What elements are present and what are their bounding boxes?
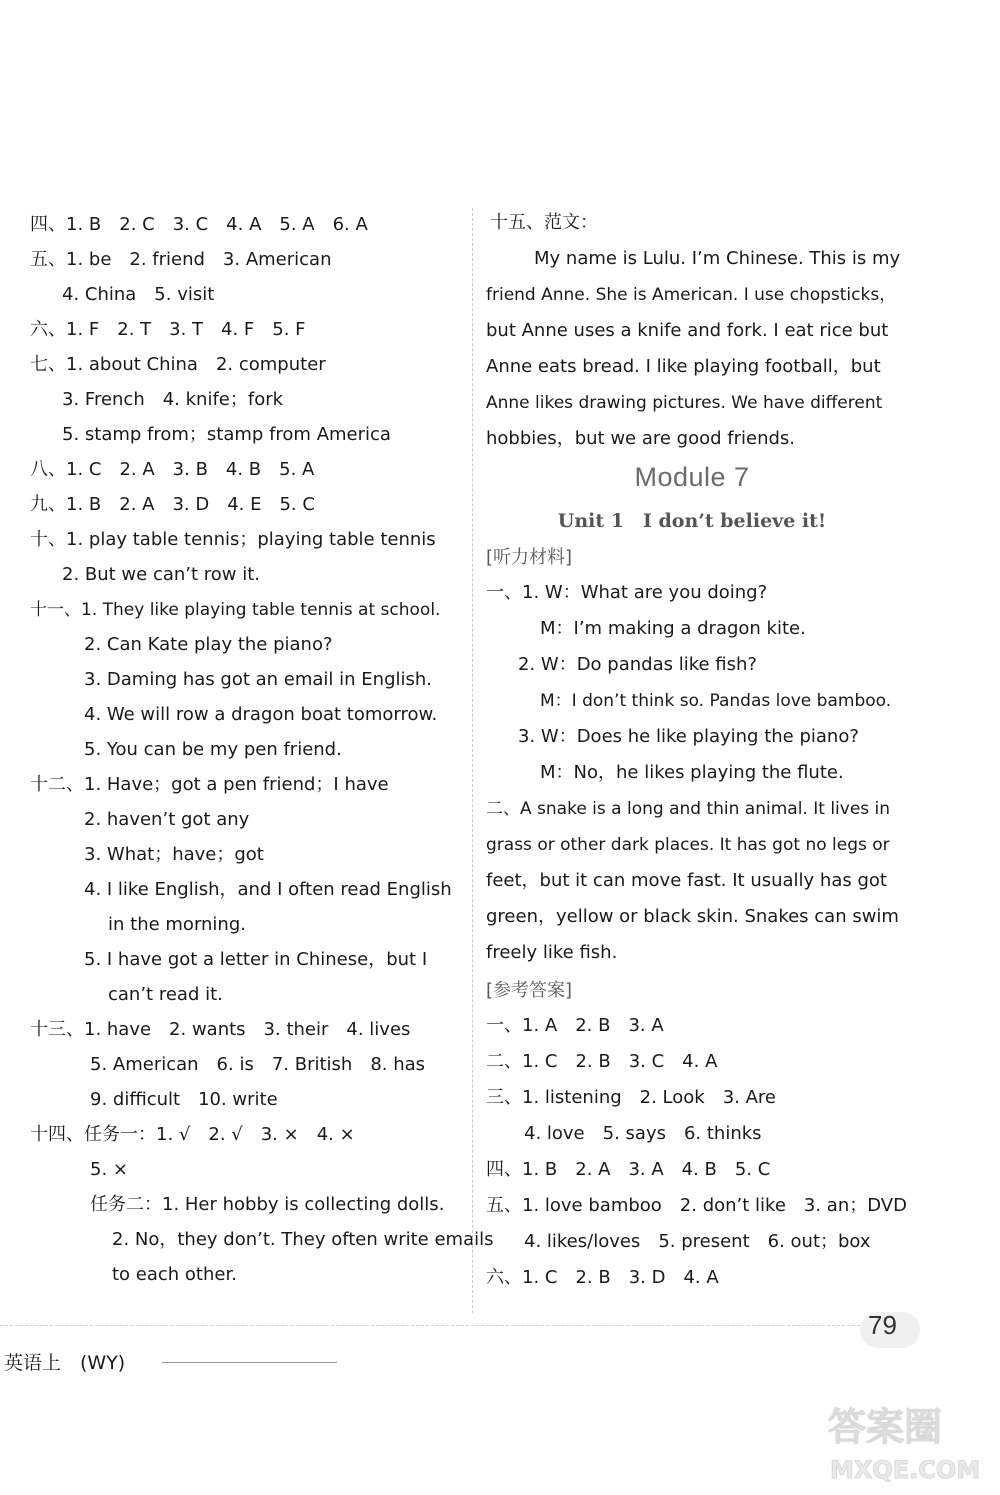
right-line: green，yellow or black skin. Snakes can swim [486, 906, 899, 927]
right-line: M：I’m making a dragon kite. [540, 618, 806, 639]
right-line: 十五、范文： [490, 212, 598, 233]
right-line: friend Anne. She is American. I use chopsticks， [486, 285, 897, 305]
right-line: freely like fish. [486, 942, 618, 963]
left-line: can’t read it. [108, 984, 223, 1005]
right-line: My name is Lulu. I’m Chinese. This is my [534, 248, 901, 269]
left-line: 5. You can be my pen friend. [84, 739, 342, 760]
right-line: Anne eats bread. I like playing football，but [486, 356, 881, 377]
right-line: 二、1. C 2. B 3. C 4. A [486, 1051, 718, 1072]
left-line: 十三、1. have 2. wants 3. their 4. lives [30, 1019, 411, 1040]
right-line: but Anne uses a knife and fork. I eat rice but [486, 320, 889, 341]
right-line: grass or other dark places. It has got no legs or [486, 835, 890, 855]
right-line: 六、1. C 2. B 3. D 4. A [486, 1267, 719, 1288]
left-line: to each other. [112, 1264, 237, 1285]
right-line: 四、1. B 2. A 3. A 4. B 5. C [486, 1159, 771, 1180]
left-line: 5. stamp from；stamp from America [62, 424, 391, 445]
left-line: 七、1. about China 2. computer [30, 354, 326, 375]
left-line: 五、1. be 2. friend 3. American [30, 249, 332, 270]
right-line: M：I don’t think so. Pandas love bamboo. [540, 691, 892, 711]
watermark-text: 答案圈 [828, 1405, 943, 1449]
left-line: 4. We will row a dragon boat tomorrow. [84, 704, 438, 725]
right-line: 一、1. A 2. B 3. A [486, 1015, 664, 1036]
left-line: 5. American 6. is 7. British 8. has [90, 1054, 426, 1075]
left-line: 四、1. B 2. C 3. C 4. A 5. A 6. A [30, 214, 368, 235]
left-line: 十、1. play table tennis；playing table tennis [30, 529, 436, 550]
section-label-answers: [参考答案] [486, 980, 573, 1001]
right-line: hobbies，but we are good friends. [486, 428, 796, 449]
left-line: 5. I have got a letter in Chinese，but I [84, 949, 428, 970]
left-line: in the morning. [108, 914, 246, 935]
left-line: 八、1. C 2. A 3. B 4. B 5. A [30, 459, 315, 480]
left-line: 3. What；have；got [84, 844, 264, 865]
left-line: 3. French 4. knife；fork [62, 389, 284, 410]
left-line: 六、1. F 2. T 3. T 4. F 5. F [30, 319, 306, 340]
left-line: 2. No，they don’t. They often write emails [112, 1229, 494, 1250]
left-line: 9. difficult 10. write [90, 1089, 278, 1110]
right-line: 3. W：Does he like playing the piano? [518, 726, 859, 747]
right-line: 一、1. W：What are you doing? [486, 582, 768, 603]
left-line: 4. China 5. visit [62, 284, 215, 305]
unit-title: Unit 1 I don’t believe it! [557, 510, 827, 532]
footer-rule [162, 1362, 337, 1363]
left-line: 十一、1. They like playing table tennis at school. [30, 600, 441, 620]
left-line: 4. I like English，and I often read English [84, 879, 452, 900]
right-line: 4. love 5. says 6. thinks [524, 1123, 762, 1144]
right-column [472, 0, 912, 1320]
page-number: 79 [868, 1310, 897, 1340]
left-line: 十二、1. Have；got a pen friend；I have [30, 774, 389, 795]
left-column [0, 0, 494, 1320]
left-line: 九、1. B 2. A 3. D 4. E 5. C [30, 494, 315, 515]
right-line: 五、1. love bamboo 2. don’t like 3. an；DVD [486, 1195, 907, 1216]
left-line: 2. haven’t got any [84, 809, 250, 830]
right-line: 三、1. listening 2. Look 3. Are [486, 1087, 776, 1108]
right-line: 二、A snake is a long and thin animal. It lives in [486, 799, 891, 819]
watermark-url: MXQE.COM [830, 1456, 981, 1484]
left-line: 3. Daming has got an email in English. [84, 669, 433, 690]
right-line: 4. likes/loves 5. present 6. out；box [524, 1231, 871, 1252]
right-line: feet，but it can move fast. It usually has got [486, 870, 887, 891]
right-line: 2. W：Do pandas like fish? [518, 654, 757, 675]
left-line: 2. But we can’t row it. [62, 564, 261, 585]
right-line: Anne likes drawing pictures. We have different [486, 393, 883, 413]
section-label-listening: [听力材料] [486, 547, 573, 568]
left-line: 2. Can Kate play the piano? [84, 634, 333, 655]
left-line: 十四、任务一：1. √ 2. √ 3. × 4. × [30, 1124, 355, 1145]
left-line: 5. × [90, 1159, 128, 1180]
footer-book-label: 英语上 (WY) [4, 1352, 126, 1374]
watermark-logo [820, 1390, 990, 1490]
left-line: 任务二：1. Her hobby is collecting dolls. [90, 1194, 445, 1215]
bottom-rule [0, 1325, 860, 1326]
module-title: Module 7 [634, 462, 750, 492]
right-line: M：No，he likes playing the flute. [540, 762, 844, 783]
